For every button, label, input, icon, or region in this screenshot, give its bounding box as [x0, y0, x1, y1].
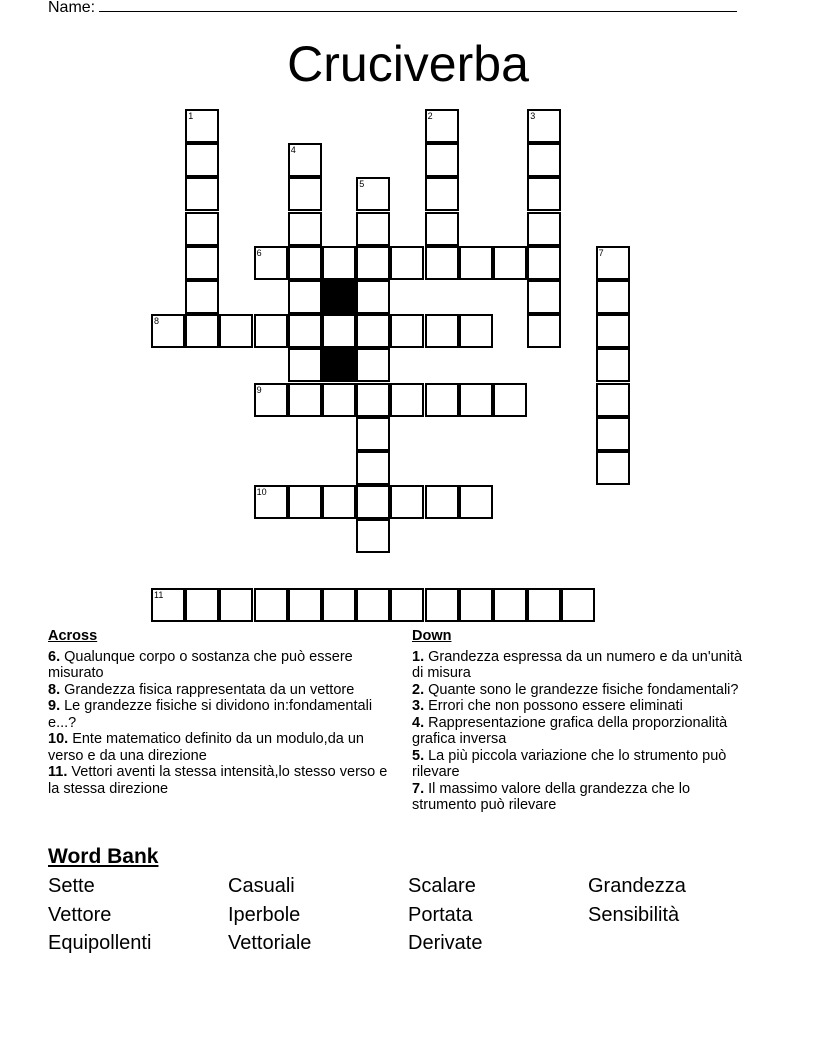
grid-cell[interactable]	[254, 485, 288, 519]
grid-cell[interactable]	[356, 177, 390, 211]
word-bank-item: Vettoriale	[228, 932, 312, 954]
grid-cell[interactable]	[527, 177, 561, 211]
grid-cell[interactable]	[390, 383, 424, 417]
word-bank	[48, 872, 768, 958]
grid-cell[interactable]	[356, 451, 390, 485]
word-bank-item: Casuali	[228, 875, 295, 897]
grid-cell[interactable]	[288, 280, 322, 314]
clue-item-number: 6.	[48, 648, 61, 665]
clue-item	[412, 715, 757, 748]
grid-cell[interactable]	[356, 417, 390, 451]
page-title: Cruciverba	[287, 36, 529, 92]
word-bank-item: Sensibilità	[588, 903, 680, 926]
grid-cell[interactable]	[596, 314, 630, 348]
grid-cell[interactable]	[527, 246, 561, 280]
grid-cell[interactable]	[459, 485, 493, 519]
clue-item	[412, 698, 757, 715]
grid-cell[interactable]	[527, 212, 561, 246]
clue-item-number: 4.	[412, 714, 425, 731]
grid-cell[interactable]	[254, 314, 288, 348]
grid-cell[interactable]	[254, 588, 288, 622]
clue-number: 6	[256, 247, 262, 258]
clue-item-number: 11.	[48, 764, 68, 780]
grid-cell[interactable]	[219, 588, 253, 622]
grid-cell[interactable]	[288, 246, 322, 280]
grid-cell[interactable]	[596, 348, 630, 382]
grid-cell[interactable]	[254, 246, 288, 280]
word-bank-item: Vettore	[48, 903, 112, 926]
grid-cell[interactable]	[322, 246, 356, 280]
grid-cell[interactable]	[425, 383, 459, 417]
grid-cell[interactable]	[185, 246, 219, 280]
clue-item-text: Vettori aventi la stessa intensità,lo stesso verso e la stessa direzione	[48, 764, 388, 797]
word-bank-item: Sette	[48, 875, 95, 897]
word-bank-item: Equipollenti	[48, 932, 152, 954]
clue-number: 9	[256, 384, 262, 395]
clue-item	[48, 731, 398, 764]
across-heading: Across	[48, 628, 98, 644]
grid-cell[interactable]	[561, 588, 595, 622]
grid-cell[interactable]	[596, 417, 630, 451]
clue-item-text: Il massimo valore della grandezza che lo strumento può rilevare	[412, 780, 691, 813]
across-clues	[48, 628, 398, 797]
clue-item-number: 2.	[412, 681, 425, 698]
grid-cell[interactable]	[390, 246, 424, 280]
clue-item	[48, 649, 398, 682]
clue-item-text: Quante sono le grandezze fisiche fondamentali?	[424, 681, 739, 698]
clue-item-number: 8.	[48, 681, 61, 698]
clue-number: 3	[530, 111, 536, 121]
clue-number: 5	[359, 179, 365, 190]
grid-cell[interactable]	[459, 383, 493, 417]
clue-item-number: 1.	[412, 648, 425, 665]
grid-cell[interactable]	[596, 246, 630, 280]
across-clue-list	[48, 649, 398, 798]
clue-item	[412, 748, 757, 781]
clue-number: 1	[188, 111, 194, 121]
grid-cell[interactable]	[288, 212, 322, 246]
clue-item	[412, 781, 757, 814]
clue-item	[412, 682, 757, 699]
clue-item-text: Qualunque corpo o sostanza che può essere misurato	[48, 648, 353, 681]
clue-item-text: La più piccola variazione che lo strumento può rilevare	[412, 747, 727, 780]
word-bank-heading: Word Bank	[48, 845, 159, 868]
grid-cell[interactable]	[185, 212, 219, 246]
clue-number: 4	[290, 145, 296, 156]
grid-cell[interactable]	[459, 314, 493, 348]
black-cell	[322, 348, 356, 382]
grid-cell[interactable]	[459, 588, 493, 622]
grid-cell[interactable]	[322, 588, 356, 622]
grid-cell[interactable]	[459, 246, 493, 280]
clue-item-text: Le grandezze fisiche si dividono in:fondamentali e...?	[48, 698, 373, 731]
word-bank-item: Scalare	[408, 875, 476, 897]
clue-item-text: Errori che non possono essere eliminati	[424, 698, 683, 714]
down-heading: Down	[412, 628, 452, 644]
clue-number: 8	[154, 316, 160, 327]
grid-cell[interactable]	[185, 109, 219, 143]
grid-cell[interactable]	[425, 314, 459, 348]
grid-cell[interactable]	[596, 280, 630, 314]
grid-cell[interactable]	[254, 383, 288, 417]
grid-cell[interactable]	[425, 177, 459, 211]
grid-cell[interactable]	[219, 314, 253, 348]
down-clue-list	[412, 649, 757, 814]
clue-item-text: Rappresentazione grafica della proporzionalità grafica inversa	[412, 714, 728, 747]
clue-number: 10	[256, 487, 267, 498]
clue-item-text: Ente matematico definito da un modulo,da un verso e da una direzione	[48, 731, 364, 764]
clue-number: 7	[598, 247, 604, 258]
grid-cell[interactable]	[322, 314, 356, 348]
grid-cell[interactable]	[356, 314, 390, 348]
grid-cell[interactable]	[425, 246, 459, 280]
grid-cell[interactable]	[288, 314, 322, 348]
grid-cell[interactable]	[493, 383, 527, 417]
word-bank-item: Portata	[408, 903, 473, 926]
clue-item-text: Grandezza fisica rappresentata da un vettore	[60, 681, 355, 698]
clue-item-number: 7.	[412, 780, 425, 797]
grid-cell[interactable]	[527, 109, 561, 143]
grid-cell[interactable]	[288, 177, 322, 211]
grid-cell[interactable]	[390, 314, 424, 348]
grid-cell[interactable]	[185, 177, 219, 211]
grid-cell[interactable]	[356, 212, 390, 246]
grid-cell[interactable]	[356, 348, 390, 382]
grid-cell[interactable]	[356, 485, 390, 519]
clue-item	[412, 649, 757, 682]
clue-item-text: Grandezza espressa da un numero e da un'unità di misura	[412, 648, 743, 681]
grid-cell[interactable]	[425, 143, 459, 177]
clue-item-number: 9.	[48, 698, 61, 714]
grid-cell[interactable]	[322, 383, 356, 417]
grid-cell[interactable]	[288, 143, 322, 177]
grid-cell[interactable]	[185, 588, 219, 622]
grid-cell[interactable]	[390, 588, 424, 622]
grid-cell[interactable]	[288, 348, 322, 382]
clue-item	[48, 698, 398, 731]
grid-cell[interactable]	[288, 588, 322, 622]
grid-cell[interactable]	[185, 143, 219, 177]
grid-cell[interactable]	[151, 588, 185, 622]
grid-cell[interactable]	[185, 314, 219, 348]
grid-cell[interactable]	[390, 485, 424, 519]
grid-cell[interactable]	[185, 280, 219, 314]
grid-cell[interactable]	[425, 109, 459, 143]
grid-cell[interactable]	[356, 519, 390, 553]
grid-cell[interactable]	[596, 383, 630, 417]
black-cell	[322, 280, 356, 314]
word-bank-item: Derivate	[408, 932, 483, 954]
clue-number: 11	[154, 589, 164, 600]
name-label: Name:	[48, 0, 96, 16]
grid-cell[interactable]	[288, 485, 322, 519]
grid-cell[interactable]	[527, 143, 561, 177]
clue-item-number: 10.	[48, 731, 69, 747]
grid-cell[interactable]	[356, 246, 390, 280]
word-bank-item: Iperbole	[228, 903, 301, 926]
grid-cell[interactable]	[356, 280, 390, 314]
grid-cell[interactable]	[425, 212, 459, 246]
clue-item-number: 3.	[412, 698, 425, 714]
grid-cell[interactable]	[527, 588, 561, 622]
grid-cell[interactable]	[356, 588, 390, 622]
grid-cell[interactable]	[493, 246, 527, 280]
grid-cell[interactable]	[288, 383, 322, 417]
clue-item	[48, 682, 398, 699]
grid-cell[interactable]	[527, 280, 561, 314]
grid-cell[interactable]	[356, 383, 390, 417]
clue-item	[48, 764, 398, 797]
grid-cell[interactable]	[493, 588, 527, 622]
grid-cell[interactable]	[527, 314, 561, 348]
grid-cell[interactable]	[425, 485, 459, 519]
word-bank-item: Grandezza	[588, 875, 686, 897]
clue-number: 2	[427, 111, 433, 121]
down-clues	[412, 628, 757, 814]
grid-cell[interactable]	[425, 588, 459, 622]
clue-item-number: 5.	[412, 747, 425, 764]
grid-cell[interactable]	[322, 485, 356, 519]
grid-cell[interactable]	[151, 314, 185, 348]
grid-cell[interactable]	[596, 451, 630, 485]
